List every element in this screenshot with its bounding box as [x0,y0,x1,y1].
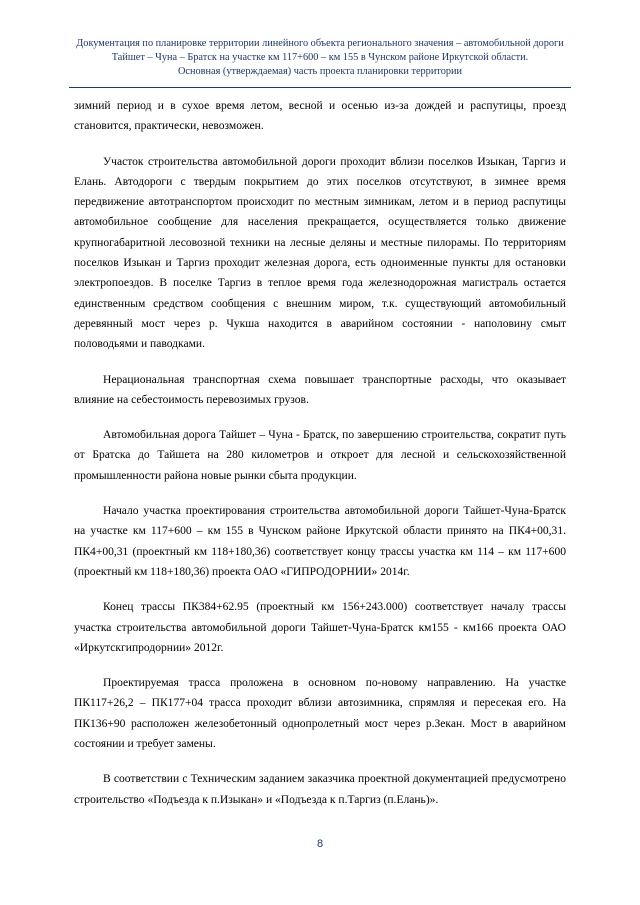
header-line-1: Документация по планировке территории линейного объекта регионального значения – автомобильной дороги [76,38,564,49]
paragraph-1: зимний период и в сухое время летом, весной и осенью из-за дождей и распутицы, проезд становится, практически, невозможен. [74,100,566,133]
document-body [74,96,566,825]
paragraph-6: Конец трассы ПК384+62.95 (проектный км 156+243.000) соответствует началу трассы участка строительства автомобильной дороги Тайшет-Чуна-Братск км155 - км166 проекта ОАО «Иркутскгипродорнии» 2012г. [74,601,566,654]
page-header [70,37,570,79]
header-line-2: Тайшет – Чуна – Братск на участке км 117+600 – км 155 в Чунском районе Иркутской области. [111,52,529,63]
header-divider [69,87,571,88]
page-number: 8 [316,838,324,850]
paragraph-5: Начало участка проектирования строительства автомобильной дороги Тайшет-Чуна-Братск на участке км 117+600 – км 155 в Чунском районе Иркутской области принято на ПК4+00,31. ПК4+00,31 (проектный км 118+180,36) соответствует концу трассы участка км 114 – км 117+600 (проектный км 118+180,36) проекта ОАО «ГИПРОДОРНИИ» 2014г. [74,505,566,578]
paragraph-8: В соответствии с Техническим заданием заказчика проектной документацией предусмотрено строительство «Подъезда к п.Изыкан» и «Подъезда к п.Таргиз (п.Елань)». [74,773,566,806]
paragraph-2: Участок строительства автомобильной дороги проходит вблизи поселков Изыкан, Таргиз и Елань. Автодороги с твердым покрытием до этих поселков отсутствуют, в зимнее время передвижение автотранспортом происходит по местным зимникам, летом и в период распутицы автомобильное сообщение для населения прекращается, осуществляется только движение крупногабаритной лесовозной техники на лесные деляны и местные пилорамы. По территориям поселков Изыкан и Таргиз проходит железная дорога, есть одноименные пункты для остановки электропоездов. В поселке Таргиз в теплое время года железнодорожная магистраль остается единственным средством сообщения с внешним миром, т.к. существующий автомобильный деревянный мост через р. Чукша находится в аварийном состоянии - наполовину смыт половодьями и паводками. [74,155,566,351]
paragraph-7: Проектируемая трасса проложена в основном по-новому направлению. На участке ПК117+26,2 – ПК177+04 трасса проходит вблизи автозимника, спрямляя и пересекая его. На ПК136+90 расположен железобетонный однопролетный мост через р.Зекан. Мост в аварийном состоянии и требует замены. [74,677,566,751]
header-line-3: Основная (утверждаемая) часть проекта планировки территории [177,66,463,77]
paragraph-3: Нерациональная транспортная схема повышает транспортные расходы, что оказывает влияние на себестоимость перевозимых грузов. [74,373,566,406]
paragraph-4: Автомобильная дорога Тайшет – Чуна - Братск, по завершению строительства, сократит путь от Братска до Тайшета на 280 километров и откроет для лесной и сельскохозяйственной промышленности района новые рынки сбыта продукции. [74,429,566,482]
